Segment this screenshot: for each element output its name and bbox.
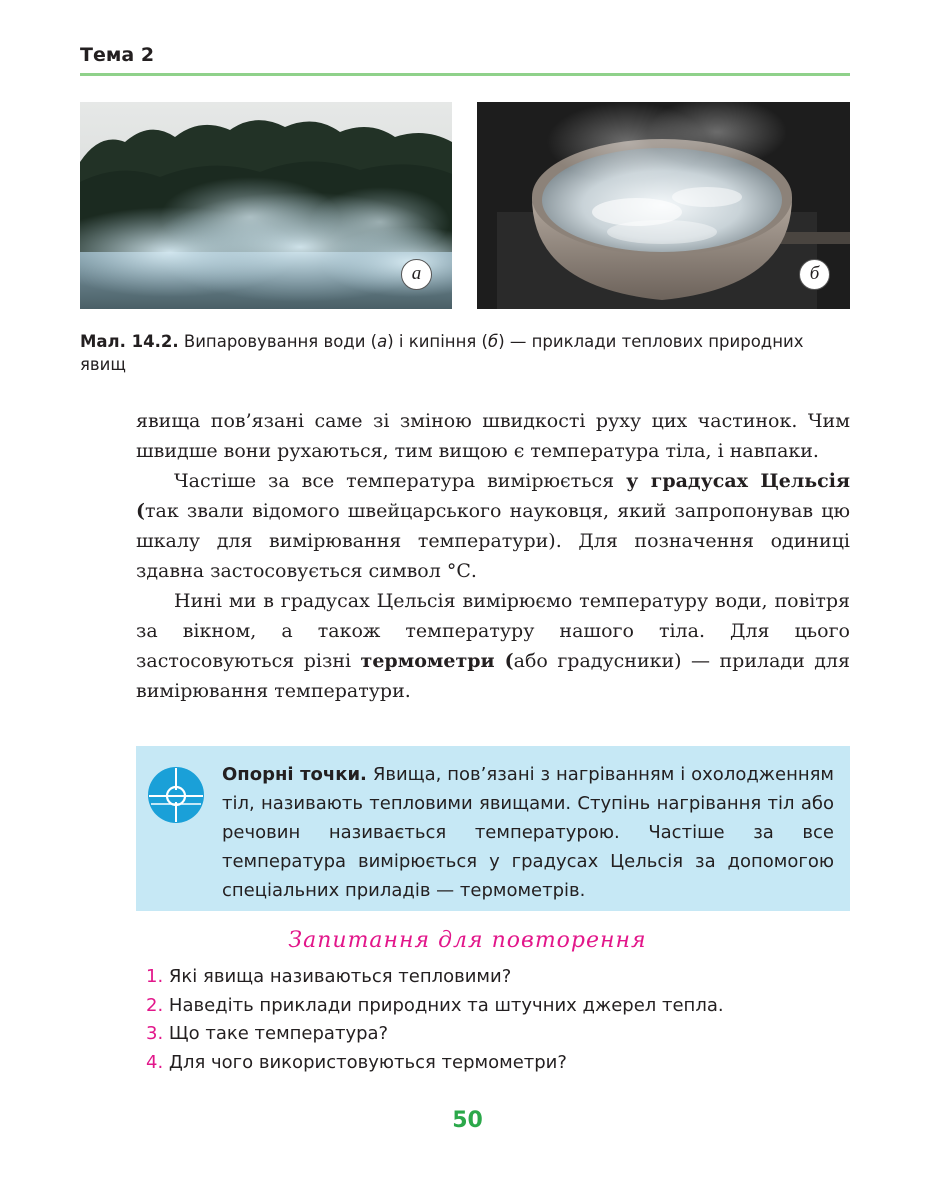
list-item: 2. Наведіть приклади природних та штучних джерел тепла. [146, 994, 724, 1016]
header-divider [80, 73, 850, 76]
questions-title: Запитання для повторення [288, 928, 647, 953]
caption-text-3: ) — приклади теплових природних явищ [80, 332, 804, 374]
figure-caption [80, 330, 850, 376]
target-icon [147, 766, 205, 824]
caption-text-1: Випаровування води ( [178, 332, 378, 351]
keypoints-label: Опорні точки. [222, 764, 367, 785]
page-number: 50 [452, 1108, 483, 1133]
badge-b: б [799, 259, 830, 290]
term-thermometers: термометри ( [360, 650, 514, 672]
photo-boiling [477, 102, 850, 309]
questions-list [146, 963, 846, 1077]
list-item: 3. Що таке температура? [146, 1023, 389, 1044]
caption-b: б [488, 332, 499, 351]
paragraph-1: явища пов’язані саме зі зміною швидкості руху цих частинок. Чим швидше вони рухаються, тим вищою є температура тіла, і навпаки. [136, 410, 850, 462]
fog-river-image [80, 102, 452, 309]
keypoints-text: Опорні точки. Явища, пов’язані з нагріванням і охолодженням тіл, називають тепловими явищами. Ступінь нагрівання тіл або речовин називається температурою. Частіше за все температура вимірюється у градусах Цельсія за допомогою спеціальних приладів — термометрів. [222, 764, 835, 901]
caption-text-2: ) і кипіння ( [387, 332, 488, 351]
badge-a: а [401, 259, 432, 290]
body-text [136, 406, 850, 706]
term-celsius: у градусах Цельсія ( [136, 470, 851, 522]
list-item: 1. Які явища називаються тепловими? [146, 966, 512, 987]
topic-header: Тема 2 [80, 44, 155, 66]
caption-label: Мал. 14.2. [80, 332, 179, 351]
caption-a: а [377, 332, 388, 351]
paragraph-2: Частіше за все температура вимірюється у градусах Цельсія (так звали відомого швейцарського науковця, який запропонував цю шкалу для вимірювання температури). Для позначення одиниці здавна застосовується символ °С. [136, 470, 851, 582]
photo-evaporation [80, 102, 452, 309]
paragraph-3: Нині ми в градусах Цельсія вимірюємо температуру води, повітря за вікном, а також температуру нашого тіла. Для цього застосовуються різні термометри (або градусники) — прилади для вимірювання температури. [136, 590, 850, 702]
list-item: 4. Для чого використовуються термометри? [146, 1051, 567, 1073]
boiling-pot-image [477, 102, 850, 309]
